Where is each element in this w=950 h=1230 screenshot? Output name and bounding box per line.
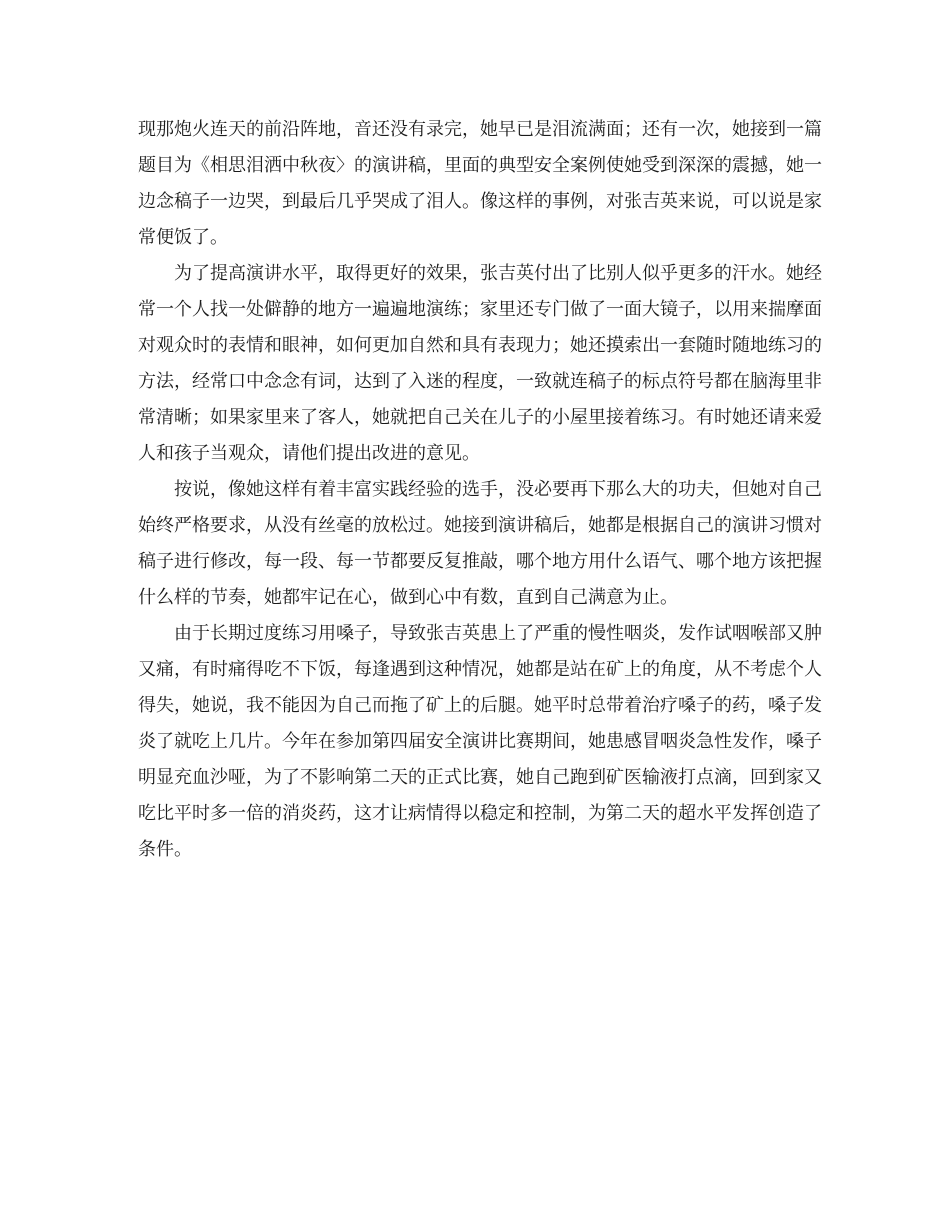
document-body [138,112,822,868]
paragraph-3: 按说，像她这样有着丰富实践经验的选手，没必要再下那么大的功夫，但她对自己始终严格要求，从没有丝毫的放松过。她接到演讲稿后，她都是根据自己的演讲习惯对稿子进行修改，每一段、每一节都要反复推敲，哪个地方用什么语气、哪个地方该把握什么样的节奏，她都牢记在心，做到心中有数，直到自己满意为止。 [138,479,822,608]
paragraph-2: 为了提高演讲水平，取得更好的效果，张吉英付出了比别人似乎更多的汗水。她经常一个人找一处僻静的地方一遍遍地演练；家里还专门做了一面大镜子，以用来揣摩面对观众时的表情和眼神，如何更加自然和具有表现力；她还摸索出一套随时随地练习的方法，经常口中念念有词，达到了入迷的程度，一致就连稿子的标点符号都在脑海里非常清晰；如果家里来了客人，她就把自己关在儿子的小屋里接着练习。有时她还请来爱人和孩子当观众，请他们提出改进的意见。 [138,263,822,464]
paragraph-1: 现那炮火连天的前沿阵地，音还没有录完，她早已是泪流满面；还有一次，她接到一篇题目为《相思泪洒中秋夜〉的演讲稿，里面的典型安全案例使她受到深深的震撼，她一边念稿子一边哭，到最后几乎哭成了泪人。像这样的事例，对张吉英来说，可以说是家常便饭了。 [138,119,822,248]
paragraph-4: 由于长期过度练习用嗓子，导致张吉英患上了严重的慢性咽炎，发作试咽喉部又肿又痛，有时痛得吃不下饭，每逢遇到这种情况，她都是站在矿上的角度，从不考虑个人得失，她说，我不能因为自己而拖了矿上的后腿。她平时总带着治疗嗓子的药，嗓子发炎了就吃上几片。今年在参加第四届安全演讲比赛期间，她患感冒咽炎急性发作，嗓子明显充血沙哑，为了不影响第二天的正式比赛，她自己跑到矿医输液打点滴，回到家又吃比平时多一倍的消炎药，这才让病情得以稳定和控制，为第二天的超水平发挥创造了条件。 [138,623,822,860]
